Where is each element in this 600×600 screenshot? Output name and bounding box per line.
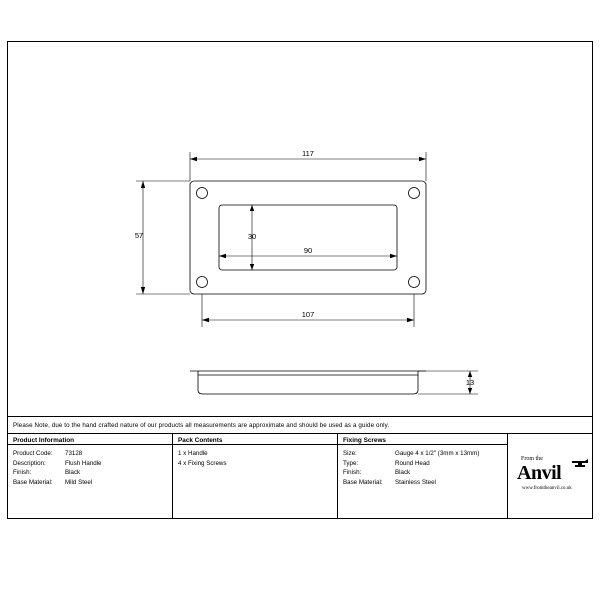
screw-type-key: Type: [343,459,359,467]
finish-value: Black [65,469,81,476]
product-code-key: Product Code: [13,450,53,457]
pack-contents-column [173,434,338,518]
screw-base-material-key: Base Material: [343,478,383,486]
fixing-screws-body [338,445,507,487]
logo-main-text: Anvil [517,462,562,484]
dim-label-117: 117 [302,149,314,158]
screw-finish-row [343,468,507,478]
brand-logo-column [508,434,592,518]
pack-contents-heading: Pack Contents [173,434,337,445]
pack-contents-item: 4 x Fixing Screws [178,459,227,467]
side-profile [198,371,418,394]
logo-top-text: From the [521,456,543,462]
plate-recess [219,205,397,270]
finish-row [13,468,172,478]
screw-type-row [343,459,507,469]
dim-label-90: 90 [303,246,313,255]
product-information-heading: Product Information [8,434,172,445]
screw-size-key: Size: [343,450,357,457]
screw-type-value: Round Head [395,459,430,467]
screw-size-value: Gauge 4 x 1/2" (3mm x 13mm) [395,450,480,457]
finish-key: Finish: [13,469,32,476]
product-information-column [8,434,173,518]
info-table [8,434,592,518]
from-the-anvil-logo [508,434,592,518]
description-row [13,459,172,469]
product-information-body [8,445,172,487]
base-material-row [13,478,172,488]
pack-contents-item: 1 x Handle [178,450,208,457]
screw-finish-value: Black [395,469,411,476]
anvil-icon [571,458,589,477]
screw-finish-key: Finish: [343,469,362,476]
product-code-value: 73128 [65,450,83,457]
screw-hole-bottom-right [409,277,420,288]
description-value: Flush Handle [65,459,102,467]
screw-base-material-value: Stainless Steel [395,478,436,486]
product-code-row [13,449,172,459]
measurement-note: Please Note, due to the hand crafted nature of our products all measurements are approximate and should be used as a guide only. [8,416,592,434]
screw-hole-bottom-left [197,277,208,288]
technical-drawing [8,42,592,416]
fixing-screws-column [338,434,508,518]
description-key: Description: [13,459,46,467]
dim-label-57: 57 [134,231,144,240]
screw-hole-top-right [409,188,420,199]
plate-outline [190,181,426,294]
dim-label-13: 13 [465,378,475,387]
screw-size-row [343,449,507,459]
fixing-screws-heading: Fixing Screws [338,434,507,445]
dim-label-30: 30 [247,232,257,241]
logo-url-text: www.fromtheanvil.co.uk [522,486,572,491]
base-material-value: Mild Steel [65,478,93,486]
drawing-sheet [7,41,593,519]
pack-contents-body [173,445,337,468]
dim-label-107: 107 [301,310,315,319]
screw-base-material-row [343,478,507,488]
base-material-key: Base Material: [13,478,53,486]
screw-hole-top-left [197,188,208,199]
